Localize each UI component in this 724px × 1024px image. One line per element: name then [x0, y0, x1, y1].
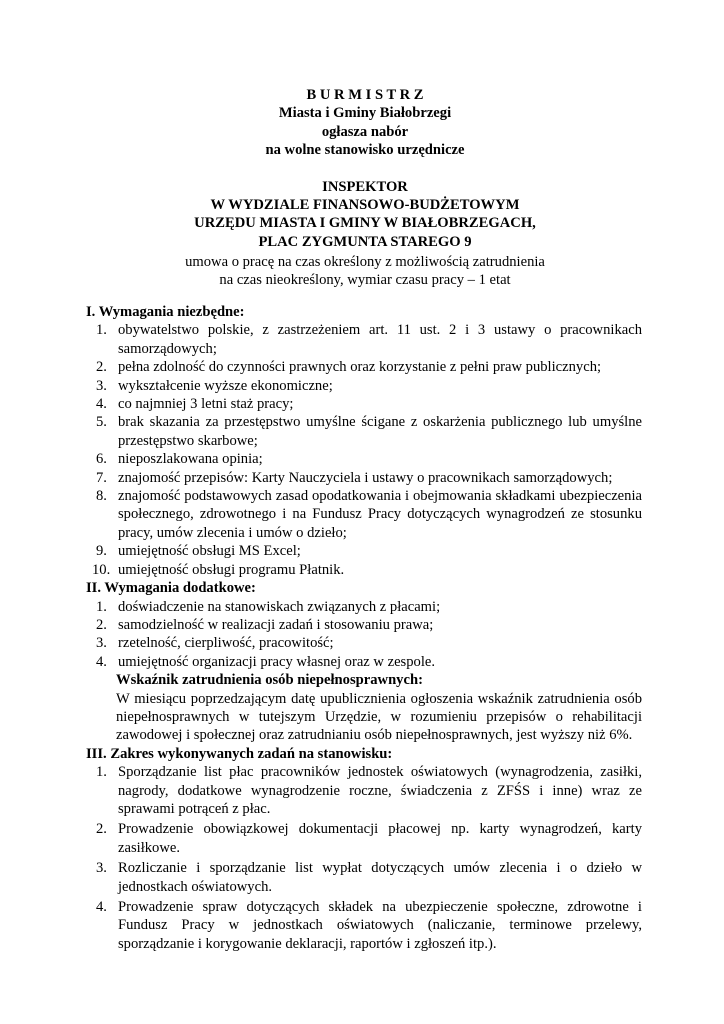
list-text: Prowadzenie obowiązkowej dokumentacji płacowej np. karty wynagrodzeń, karty zasiłkowe. [118, 821, 642, 856]
list-number: 1. [96, 764, 107, 781]
list-number: 1. [96, 322, 107, 339]
header-spacer [100, 160, 630, 178]
section-tasks-heading: III. Zakres wykonywanych zadań na stanowisku: [86, 745, 393, 762]
header-municipality: Miasta i Gminy Białobrzegi [278, 105, 452, 122]
list-number: 9. [96, 543, 107, 560]
list-number: 6. [96, 451, 107, 468]
list-item [86, 450, 642, 468]
employment-terms-line-1: umowa o pracę na czas określony z możliwością zatrudnienia [185, 254, 545, 270]
list-number: 5. [96, 414, 107, 431]
section-required-heading: I. Wymagania niezbędne: [86, 304, 245, 320]
list-item [86, 321, 642, 358]
document-body [86, 303, 642, 955]
list-item [86, 542, 642, 560]
list-text: pełna zdolność do czynności prawnych oraz korzystanie z pełni praw publicznych; [118, 359, 602, 376]
list-number: 3. [96, 377, 107, 394]
list-number: 2. [96, 616, 107, 633]
list-text: znajomość podstawowych zasad opodatkowania i obejmowania składkami ubezpieczenia społecznego, zdrowotnego i na Fundusz Pracy dotyczących wynagrodzeń ze stosunku pracy, umów zlecenia i umów o dzieło; [118, 488, 642, 541]
position-office: URZĘDU MIASTA I GMINY W BIAŁOBRZEGACH, [194, 215, 536, 232]
list-item [86, 616, 642, 634]
list-text: brak skazania za przestępstwo umyślne ścigane z oskarżenia publicznego lub umyślne przestępstwo skarbowe; [118, 414, 642, 449]
list-item [86, 487, 642, 542]
list-item [86, 561, 642, 579]
list-item [86, 898, 642, 953]
list-text: rzetelność, cierpliwość, pracowitość; [118, 635, 334, 652]
list-item [86, 859, 642, 896]
list-text: umiejętność obsługi MS Excel; [118, 543, 301, 560]
employment-terms [100, 253, 630, 290]
list-item [86, 653, 642, 671]
header-title: B U R M I S T R Z [306, 87, 424, 103]
list-number: 3. [96, 860, 107, 877]
additional-list [86, 598, 642, 672]
list-text: Sporządzanie list płac pracowników jednostek oświatowych (wynagrodzenia, zasiłki, nagrody, dodatkowe wynagrodzenie roczne, świadczenia z ZFŚS i inne) wraz ze sprawami potrąceń z płac. [118, 764, 642, 817]
list-text: Prowadzenie spraw dotyczących składek na ubezpieczenie społeczne, zdrowotne i Fundusz Pracy w jednostkach oświatowych (naliczanie, terminowe przelewy, sporządzanie i korygowanie deklaracji, raportów i zgłoszeń itp.). [118, 899, 642, 952]
list-number: 3. [96, 635, 107, 652]
list-text: co najmniej 3 letni staż pracy; [118, 396, 294, 413]
list-text: nieposzlakowana opinia; [118, 451, 263, 468]
list-item [86, 377, 642, 395]
list-number: 7. [96, 469, 107, 486]
section-additional-heading: II. Wymagania dodatkowe: [86, 580, 256, 597]
employment-terms-line-2: na czas nieokreślony, wymiar czasu pracy – 1 etat [219, 272, 511, 289]
list-text: umiejętność organizacji pracy własnej oraz w zespole. [118, 653, 436, 670]
list-item [86, 395, 642, 413]
position-title: INSPEKTOR [322, 178, 408, 195]
list-number: 8. [96, 488, 107, 505]
position-department: W WYDZIALE FINANSOWO-BUDŻETOWYM [210, 197, 520, 214]
required-list [86, 321, 642, 579]
list-number: 4. [96, 653, 107, 670]
position-address: PLAC ZYGMUNTA STAREGO 9 [258, 233, 472, 250]
list-text: obywatelstwo polskie, z zastrzeżeniem art. 11 ust. 2 i 3 ustawy o pracownikach samorządowych; [118, 322, 642, 357]
list-number: 10. [92, 561, 111, 578]
list-item [86, 469, 642, 487]
list-item [86, 763, 642, 818]
list-text: doświadczenie na stanowiskach związanych z płacami; [118, 598, 441, 615]
list-item [86, 413, 642, 450]
list-item [86, 634, 642, 652]
list-number: 4. [96, 899, 107, 915]
list-item [86, 358, 642, 376]
announcement-header [100, 86, 630, 251]
header-announces: ogłasza nabór [321, 123, 409, 140]
list-text: znajomość przepisów: Karty Nauczyciela i ustawy o pracownikach samorządowych; [118, 469, 613, 486]
list-text: umiejętność obsługi programu Płatnik. [118, 561, 345, 578]
tasks-list [86, 763, 642, 953]
list-text: Rozliczanie i sporządzanie list wypłat dotyczących umów zlecenia i o dzieło w jednostkach oświatowych. [118, 860, 642, 895]
list-number: 4. [96, 396, 107, 413]
list-text: samodzielność w realizacji zadań i stosowaniu prawa; [118, 616, 434, 633]
disability-indicator-text: W miesiącu poprzedzającym datę upublicznienia ogłoszenia wskaźnik zatrudnienia osób niepełnosprawnych w tutejszym Urzędzie, w rozumieniu przepisów o rehabilitacji zawodowej i społecznej oraz zatrudnianiu osób niepełnosprawnych, jest wyższy niż 6%. [116, 690, 642, 744]
list-number: 2. [96, 821, 107, 838]
list-text: wykształcenie wyższe ekonomiczne; [118, 377, 333, 394]
list-item [86, 598, 642, 616]
header-vacancy: na wolne stanowisko urzędnicze [265, 142, 465, 159]
list-number: 1. [96, 598, 107, 615]
disability-indicator-heading: Wskaźnik zatrudnienia osób niepełnosprawnych: [116, 672, 423, 689]
list-number: 2. [96, 359, 107, 376]
list-item [86, 820, 642, 857]
